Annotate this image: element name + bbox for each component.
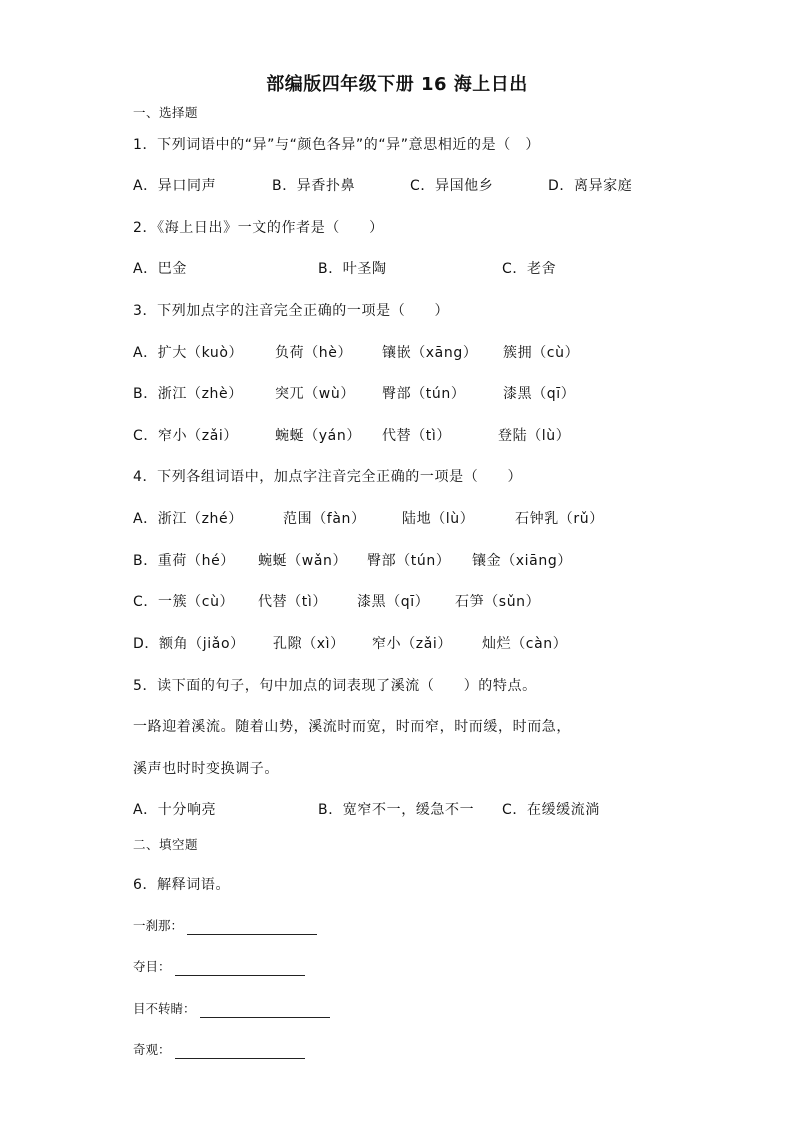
question-4-option-a-word2: 范围（fàn） [283, 511, 366, 527]
question-4-option-a-word1: A．浙江（zhé） [133, 511, 243, 527]
question-1-option-c: C．异国他乡 [410, 178, 494, 194]
question-4-stem: 4．下列各组词语中，加点字注音完全正确的一项是（ ） [133, 469, 523, 485]
answer-blank-line[interactable] [200, 1003, 330, 1018]
question-4-option-c-word3: 漆黑（qī） [357, 594, 430, 610]
question-2-stem: 2．《海上日出》一文的作者是（ ） [133, 220, 384, 236]
page-title: 部编版四年级下册 16 海上日出 [266, 74, 528, 95]
question-3-option-b-word1: B．浙江（zhè） [133, 386, 243, 402]
question-2-option-c: C．老舍 [502, 261, 557, 277]
question-6-stem: 6．解释词语。 [133, 877, 231, 893]
question-4-option-d-word2: 孔隙（xì） [273, 636, 345, 652]
question-5-passage-line-1: 一路迎着溪流。随着山势，溪流时而宽，时而窄，时而缓，时而急， [133, 719, 571, 735]
question-2-option-a: A．巴金 [133, 261, 187, 277]
question-5-passage-line-2: 溪声也时时变换调子。 [133, 761, 279, 777]
vocab-term: 奇观： [133, 1042, 171, 1057]
question-4-option-c-word4: 石笋（sǔn） [455, 594, 541, 610]
question-5-option-a: A．十分响亮 [133, 802, 217, 818]
question-4-option-b-word4: 镶金（xiāng） [472, 553, 572, 569]
question-3-stem: 3．下列加点字的注音完全正确的一项是（ ） [133, 303, 450, 319]
answer-blank-line[interactable] [187, 920, 317, 935]
question-3-option-c-word3: 代替（tì） [382, 428, 451, 444]
question-4-option-c-word1: C．一簇（cù） [133, 594, 235, 610]
vocab-term: 目不转睛： [133, 1001, 196, 1016]
question-4-option-d-word1: D．额角（jiǎo） [133, 636, 245, 652]
question-4-option-d-word3: 窄小（zǎi） [372, 636, 453, 652]
question-4-option-b-word2: 蜿蜒（wǎn） [258, 553, 348, 569]
question-4-option-d-word4: 灿烂（càn） [482, 636, 568, 652]
question-3-option-a-word3: 镶嵌（xāng） [382, 345, 478, 361]
question-1-option-b: B．异香扑鼻 [272, 178, 356, 194]
answer-blank-line[interactable] [175, 1044, 305, 1059]
section-heading-choice: 一、选择题 [133, 105, 199, 120]
vocab-item-1 [133, 917, 317, 935]
vocab-item-2 [133, 958, 305, 976]
question-5-option-c: C．在缓缓流淌 [502, 802, 600, 818]
vocab-term: 一刹那： [133, 918, 184, 933]
question-4-option-a-word3: 陆地（lù） [402, 511, 475, 527]
question-3-option-a-word1: A．扩大（kuò） [133, 345, 244, 361]
question-3-option-a-word4: 簇拥（cù） [503, 345, 580, 361]
question-3-option-b-word3: 臀部（tún） [382, 386, 466, 402]
question-5-option-b: B．宽窄不一，缓急不一 [318, 802, 475, 818]
vocab-item-3 [133, 1000, 330, 1018]
answer-blank-line[interactable] [175, 961, 305, 976]
question-3-option-b-word2: 突兀（wù） [275, 386, 355, 402]
question-2-option-b: B．叶圣陶 [318, 261, 387, 277]
question-3-option-c-word1: C．窄小（zǎi） [133, 428, 238, 444]
vocab-item-4 [133, 1041, 305, 1059]
vocab-term: 夺目： [133, 959, 171, 974]
question-3-option-b-word4: 漆黑（qī） [503, 386, 576, 402]
question-1-option-d: D．离异家庭 [548, 178, 633, 194]
question-4-option-b-word1: B．重荷（hé） [133, 553, 235, 569]
question-1-option-a: A．异口同声 [133, 178, 217, 194]
question-4-option-b-word3: 臀部（tún） [367, 553, 451, 569]
question-1-stem: 1．下列词语中的“异”与“颜色各异”的“异”意思相近的是（ ） [133, 137, 541, 153]
section-heading-fill: 二、填空题 [133, 837, 199, 852]
question-4-option-c-word2: 代替（tì） [258, 594, 327, 610]
question-3-option-a-word2: 负荷（hè） [275, 345, 353, 361]
question-5-stem: 5．读下面的句子，句中加点的词表现了溪流（ ）的特点。 [133, 678, 537, 694]
question-3-option-c-word2: 蜿蜒（yán） [275, 428, 361, 444]
question-3-option-c-word4: 登陆（lù） [498, 428, 571, 444]
question-4-option-a-word4: 石钟乳（rǔ） [515, 511, 604, 527]
